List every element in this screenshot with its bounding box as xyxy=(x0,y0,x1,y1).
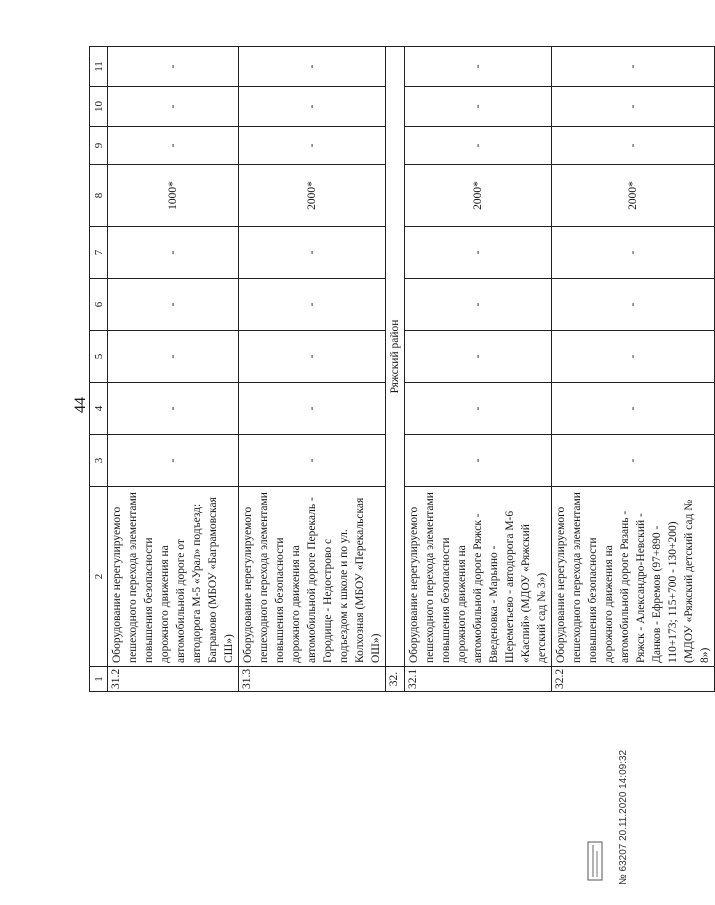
section-row xyxy=(386,47,405,692)
header-cell: 6 xyxy=(90,279,108,331)
value-cell: - xyxy=(108,127,239,165)
table-row xyxy=(108,47,239,692)
value-cell: - xyxy=(552,47,715,87)
value-cell: - xyxy=(552,331,715,383)
value-cell: - xyxy=(552,383,715,435)
registration-stamp: № 63207 20.11.2020 14:09:32 xyxy=(618,749,629,885)
header-cell: 1 xyxy=(90,667,108,692)
section-title: Ряжский район xyxy=(386,47,405,667)
value-cell: - xyxy=(552,227,715,279)
value-cell: - xyxy=(405,435,552,487)
value-cell: - xyxy=(405,87,552,127)
value-cell: 1000* xyxy=(108,165,239,227)
row-description: Оборудование нерегулируемого пешеходного перехода элементами повышения безопасности дорожного движения на автомобильной дороге от автодорога М-5 «Урал» подъезд: Баграмово (МБОУ «Баграмовская СШ») xyxy=(108,487,239,667)
header-cell: 7 xyxy=(90,227,108,279)
header-cell: 3 xyxy=(90,435,108,487)
row-number: 32.2 xyxy=(552,667,715,692)
value-cell: - xyxy=(405,279,552,331)
document-stamp-icon xyxy=(584,841,606,881)
row-number: 32. xyxy=(386,667,405,692)
table-header-row xyxy=(90,47,108,692)
value-cell: - xyxy=(108,331,239,383)
header-cell: 9 xyxy=(90,127,108,165)
table-row xyxy=(405,47,552,692)
value-cell: - xyxy=(108,279,239,331)
value-cell: - xyxy=(239,383,386,435)
value-cell: - xyxy=(239,87,386,127)
row-number: 31.3 xyxy=(239,667,386,692)
value-cell: - xyxy=(552,279,715,331)
value-cell: - xyxy=(108,383,239,435)
value-cell: - xyxy=(108,227,239,279)
value-cell: - xyxy=(552,87,715,127)
row-number: 32.1 xyxy=(405,667,552,692)
row-number: 31.2 xyxy=(108,667,239,692)
header-cell: 5 xyxy=(90,331,108,383)
header-cell: 11 xyxy=(90,47,108,87)
value-cell: - xyxy=(405,383,552,435)
table-row xyxy=(239,47,386,692)
value-cell: - xyxy=(405,227,552,279)
value-cell: 2000* xyxy=(239,165,386,227)
value-cell: - xyxy=(239,127,386,165)
value-cell: - xyxy=(108,47,239,87)
row-description: Оборудование нерегулируемого пешеходного перехода элементами повышения безопасности дорожного движения на автомобильной дороге Ряжск - Введеновка - Марьино - Шереметьево - автодорога М-6 «Каспий» (МДОУ «Ряжский детский сад № 3») xyxy=(405,487,552,667)
header-cell: 8 xyxy=(90,165,108,227)
value-cell: 2000* xyxy=(405,165,552,227)
value-cell: - xyxy=(405,47,552,87)
value-cell: - xyxy=(239,279,386,331)
row-description: Оборудование нерегулируемого пешеходного перехода элементами повышения безопасности дорожного движения на автомобильной дороге Рязань - Ряжск - Александро-Невский - Данков - Ефремов (97+890 - 110+173; 115+700 - 130+200) (МДОУ «Ряжский детский сад № 8») xyxy=(552,487,715,667)
value-cell: - xyxy=(239,227,386,279)
value-cell: - xyxy=(552,435,715,487)
page-number: 44 xyxy=(72,397,89,413)
row-description: Оборудование нерегулируемого пешеходного перехода элементами повышения безопасности дорожного движения на автомобильной дороге Перекаль - Городище - Недострово с подъездом к школе и по ул. Колхозная (МБОУ «Перекальская ОШ») xyxy=(239,487,386,667)
value-cell: - xyxy=(405,331,552,383)
value-cell: - xyxy=(239,47,386,87)
header-cell: 2 xyxy=(90,487,108,667)
value-cell: 2000* xyxy=(552,165,715,227)
value-cell: - xyxy=(108,435,239,487)
value-cell: - xyxy=(239,435,386,487)
value-cell: - xyxy=(239,331,386,383)
table-row xyxy=(552,47,715,692)
value-cell: - xyxy=(405,127,552,165)
header-cell: 4 xyxy=(90,383,108,435)
value-cell: - xyxy=(108,87,239,127)
value-cell: - xyxy=(552,127,715,165)
header-cell: 10 xyxy=(90,87,108,127)
